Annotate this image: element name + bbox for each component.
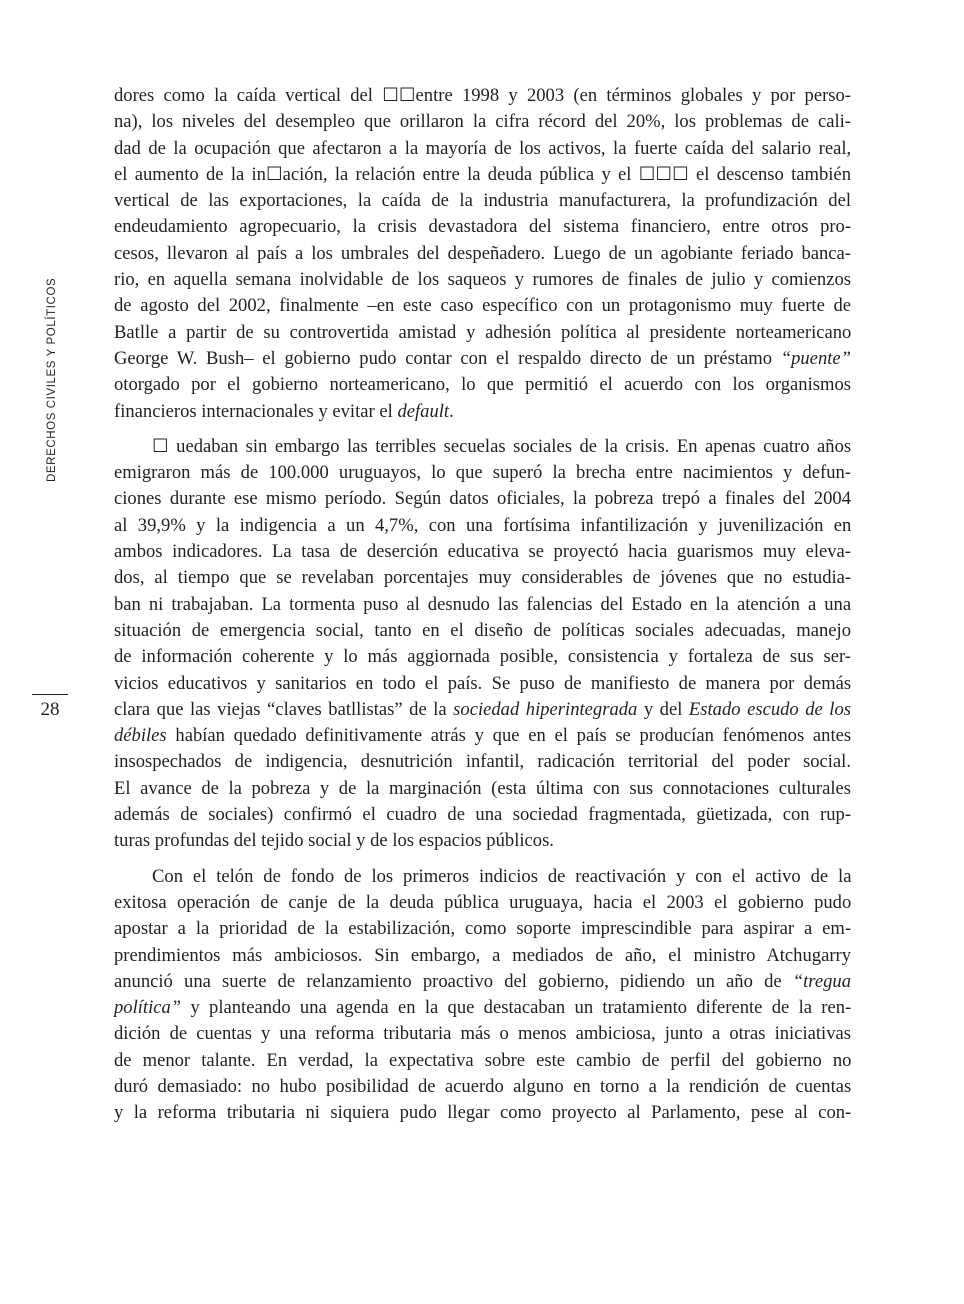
text-line <box>114 969 851 995</box>
text-line: endeudamiento agropecuario, la crisis devastadora del sistema financiero, entre otros pro- <box>114 216 852 238</box>
text-line: insospechados de indigencia, desnutrición infantil, radicación territorial del poder social. <box>114 751 851 773</box>
body-text <box>114 83 851 1136</box>
text-run: anunció una suerte de relanzamiento proactivo del gobierno, pidiendo un año de <box>114 970 793 992</box>
italic-term: “puente” <box>780 347 851 369</box>
text-line: ban ni trabajaban. La tormenta puso al desnudo las falencias del Estado en la atención a una <box>114 593 852 615</box>
italic-term: “tregua <box>792 970 851 992</box>
text-line: El avance de la pobreza y de la marginación (esta última con sus connotaciones culturales <box>114 777 851 799</box>
text-line <box>114 995 851 1021</box>
text-line: Con el telón de fondo de los primeros indicios de reactivación y con el activo de la <box>152 865 852 887</box>
text-line: de agosto del 2002, finalmente –en este caso específico con un protagonismo muy fuerte de <box>114 295 852 317</box>
italic-term: default <box>397 400 450 422</box>
text-line: otorgado por el gobierno norteamericano, lo que permitió el acuerdo con los organismos <box>114 374 851 396</box>
italic-term: Estado escudo de los <box>688 698 852 720</box>
text-run: . <box>449 400 454 422</box>
text-line: emigraron más de 100.000 uruguayos, lo que superó la brecha entre nacimientos y defun- <box>114 462 851 484</box>
text-line: prendimientos más ambiciosos. Sin embargo, a mediados de año, el ministro Atchugarry <box>114 944 851 966</box>
text-line: y la reforma tributaria ni siquiera pudo llegar como proyecto al Parlamento, pese al con- <box>114 1102 852 1124</box>
page-number-rule <box>32 694 68 695</box>
text-run: y del <box>637 698 689 720</box>
text-line: además de sociales) confirmó el cuadro de una sociedad fragmentada, güetizada, con rup- <box>114 804 852 826</box>
text-line: ambos indicadores. La tasa de deserción educativa se proyectó hacia guarismos muy eleva- <box>114 541 851 563</box>
text-run: y planteando una agenda en la que destacaban un tratamiento diferente de la ren- <box>181 997 852 1019</box>
italic-term: débiles <box>114 725 167 747</box>
text-line: al 39,9% y la indigencia a un 4,7%, con una fortísima infantilización y juvenilización en <box>114 514 852 536</box>
text-line: dición de cuentas y una reforma tributaria más o menos ambiciosa, junto a otras iniciativas <box>114 1023 851 1045</box>
paragraph-1 <box>114 83 851 425</box>
text-line: na), los niveles del desempleo que orillaron la cifra récord del 20%, los problemas de cali- <box>114 111 851 133</box>
text-line <box>114 697 851 723</box>
text-run: financieros internacionales y evitar el <box>114 400 398 422</box>
text-line: Batlle a partir de su controvertida amistad y adhesión política al presidente norteamericano <box>114 321 852 343</box>
italic-term: política” <box>114 997 182 1019</box>
text-line <box>114 723 851 749</box>
italic-term: sociedad hiperintegrada <box>453 698 638 720</box>
text-line: de menor talante. En verdad, la expectativa sobre este cambio de perfil del gobierno no <box>114 1049 852 1071</box>
text-line: exitosa operación de canje de la deuda pública uruguaya, hacia el 2003 el gobierno pudo <box>114 891 852 913</box>
page-number: 28 <box>40 699 60 720</box>
paragraph-3 <box>114 864 851 1127</box>
text-run: George W. Bush– el gobierno pudo contar con el respaldo directo de un préstamo <box>114 347 781 369</box>
text-line: turas profundas del tejido social y de los espacios públicos. <box>114 830 554 852</box>
text-line: situación de emergencia social, tanto en el diseño de políticas sociales adecuadas, manejo <box>114 619 851 641</box>
text-line: apostar a la prioridad de la estabilización, como soporte imprescindible para aspirar a em- <box>114 918 852 940</box>
text-line: ciones durante ese mismo período. Según datos oficiales, la pobreza trepó a finales del 2004 <box>114 488 851 510</box>
text-line: dores como la caída vertical del ☐☐entre 1998 y 2003 (en términos globales y por perso- <box>114 85 851 106</box>
paragraph-2 <box>114 434 851 855</box>
text-line: dos, al tiempo que se revelaban porcentajes muy considerables de jóvenes que no estudia- <box>114 567 852 589</box>
text-line: duró demasiado: no hubo posibilidad de acuerdo alguno en torno a la rendición de cuentas <box>114 1075 852 1097</box>
text-run: clara que las viejas “claves batllistas” de la <box>114 698 454 720</box>
text-line: el aumento de la in☐ación, la relación entre la deuda pública y el ☐☐☐ el descenso también <box>114 163 851 185</box>
text-line: ☐ uedaban sin embargo las terribles secuelas sociales de la crisis. En apenas cuatro años <box>152 435 852 457</box>
text-line: dad de la ocupación que afectaron a la mayoría de los activos, la fuerte caída del salario real, <box>114 137 852 159</box>
text-line <box>114 346 851 372</box>
text-line: de información coherente y lo más aggiornada posible, consistencia y fortaleza de sus ser- <box>114 646 851 668</box>
text-run: habían quedado definitivamente atrás y que en el país se producían fenómenos antes <box>166 725 852 747</box>
text-line: vicios educativos y sanitarios en todo el país. Se puso de manifiesto de manera por demás <box>114 672 852 694</box>
text-line <box>114 399 851 425</box>
text-line: cesos, llevaron al país a los umbrales del despeñadero. Luego de un agobiante feriado banca- <box>114 242 851 264</box>
text-line: rio, en aquella semana inolvidable de los saqueos y rumores de finales de julio y comienzos <box>114 269 851 291</box>
running-head: DERECHOS CIVILES Y POLÍTICOS <box>46 277 58 482</box>
text-line: vertical de las exportaciones, la caída de la industria manufacturera, la profundización del <box>114 190 852 212</box>
